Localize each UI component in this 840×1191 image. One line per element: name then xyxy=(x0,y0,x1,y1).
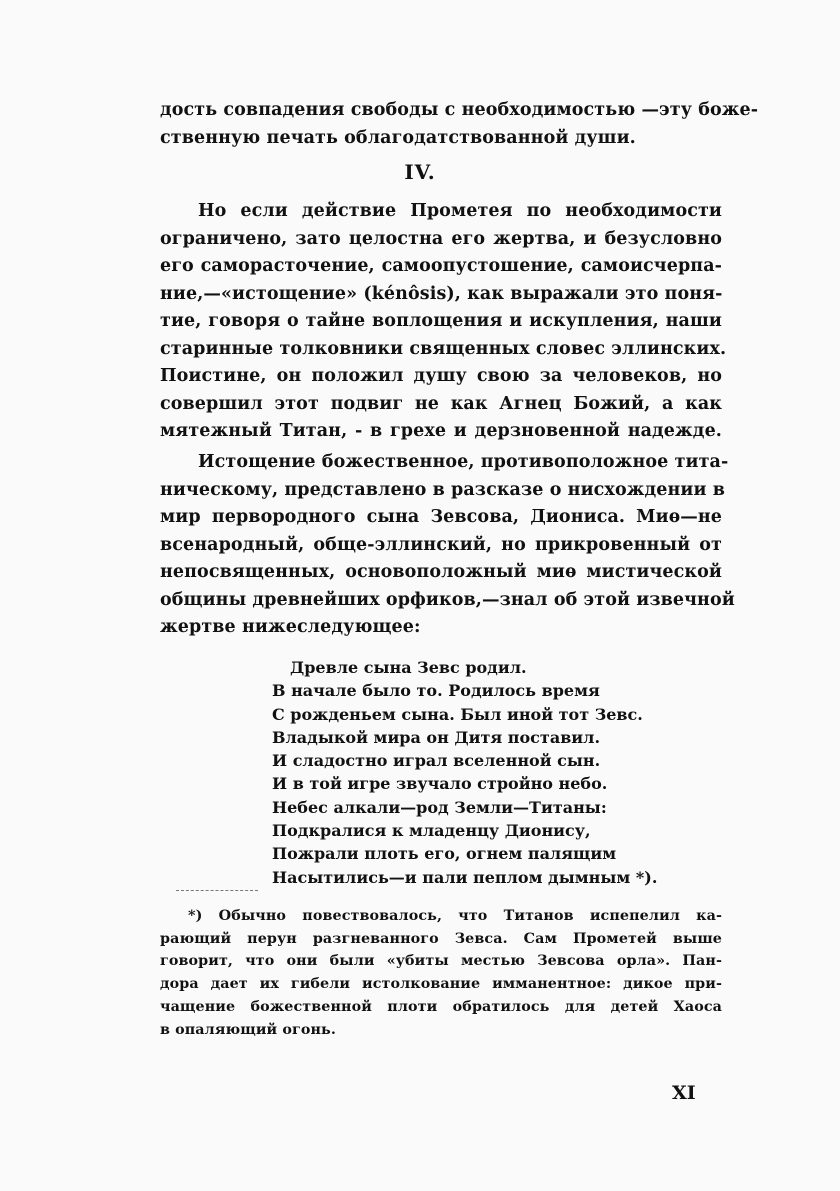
text-line: Но если действие Прометея по необходимости xyxy=(198,201,722,221)
poem-line: Насытились—и пали пеплом дымным *). xyxy=(272,867,658,887)
text-line: совершил этот подвиг не как Агнец Божий, а как xyxy=(160,393,722,414)
footnote-divider xyxy=(176,890,258,891)
text-line: старинные толковники священных словес эллинских. xyxy=(160,338,727,359)
footnote-line: дора дает их гибели истолкование имманентное: дикое при- xyxy=(160,976,722,993)
text-line: мятежный Титан, - в грехе и дерзновенной надежде. xyxy=(160,421,722,441)
footnote-line: говорит, что они были «убиты местью Зевсова орла». Пан- xyxy=(160,953,722,970)
text-line: ние,—«истощение» (kénôsis), как выражали это поня- xyxy=(160,283,723,304)
footnote-line: рающий перун разгневанного Зевса. Сам Прометей выше xyxy=(160,930,722,947)
footnote-line: *) Обычно повествовалось, что Титанов испепелил ка- xyxy=(188,908,722,924)
page-number: XI xyxy=(672,1082,696,1104)
text-line: непосвященных, основоположный миѳ мистической xyxy=(160,562,722,582)
paragraph-2 xyxy=(160,449,735,642)
section-number: IV. xyxy=(404,160,436,184)
text-line: ническому, представлено в разсказе о нисхождении в xyxy=(160,479,725,500)
intro-paragraph xyxy=(160,97,759,152)
text-line: его самоpасточение, самоопустошение, самоисчерпа- xyxy=(160,256,722,276)
poem-line: С рожденьем сына. Был иной тот Зевс. xyxy=(272,704,643,724)
poem-block xyxy=(272,656,657,889)
text-line: дость совпадения свободы с необходимостью —эту боже- xyxy=(160,100,759,120)
text-line: мир первородного сына Зевсова, Диониса. Миѳ—не xyxy=(160,507,722,527)
poem-line: Небес алкали—род Земли—Титаны: xyxy=(272,797,607,817)
poem-line: В начале было то. Родилось время xyxy=(272,681,600,701)
paragraph-1 xyxy=(160,198,727,446)
text-line: Поистине, он положил душу свою за человеков, но xyxy=(160,366,722,386)
text-line: ограничено, зато целостна его жертва, и безусловно xyxy=(160,228,722,249)
poem-line: Подкралися к младенцу Дионису, xyxy=(272,821,591,841)
text-line: тие, говоря о тайне воплощения и искупления, наши xyxy=(160,311,722,331)
poem-line: И в той игре звучало стройно небо. xyxy=(272,774,608,794)
text-line: Истощение божественное, противоположное тита- xyxy=(198,452,729,472)
poem-line: Пожрали плоть его, огнем палящим xyxy=(272,844,617,864)
poem-line: Владыкой мира он Дитя поставил. xyxy=(272,727,601,747)
text-line: всенародный, обще-эллинский, но прикровенный от xyxy=(160,534,722,555)
footnote xyxy=(160,905,722,1041)
text-line: жертве нижеследующее: xyxy=(160,617,421,637)
poem-line: Древле сына Зевс родил. xyxy=(290,658,527,677)
text-line: ственную печать облагодатствованной души. xyxy=(160,127,636,148)
poem-line: И сладостно играл вселенной сын. xyxy=(272,751,601,771)
footnote-line: в опаляющий огонь. xyxy=(160,1021,336,1038)
footnote-line: чащение божественной плоти обратилось для детей Хаоса xyxy=(160,998,722,1015)
text-line: общины древнейших орфиков,—знал об этой извечной xyxy=(160,589,735,610)
